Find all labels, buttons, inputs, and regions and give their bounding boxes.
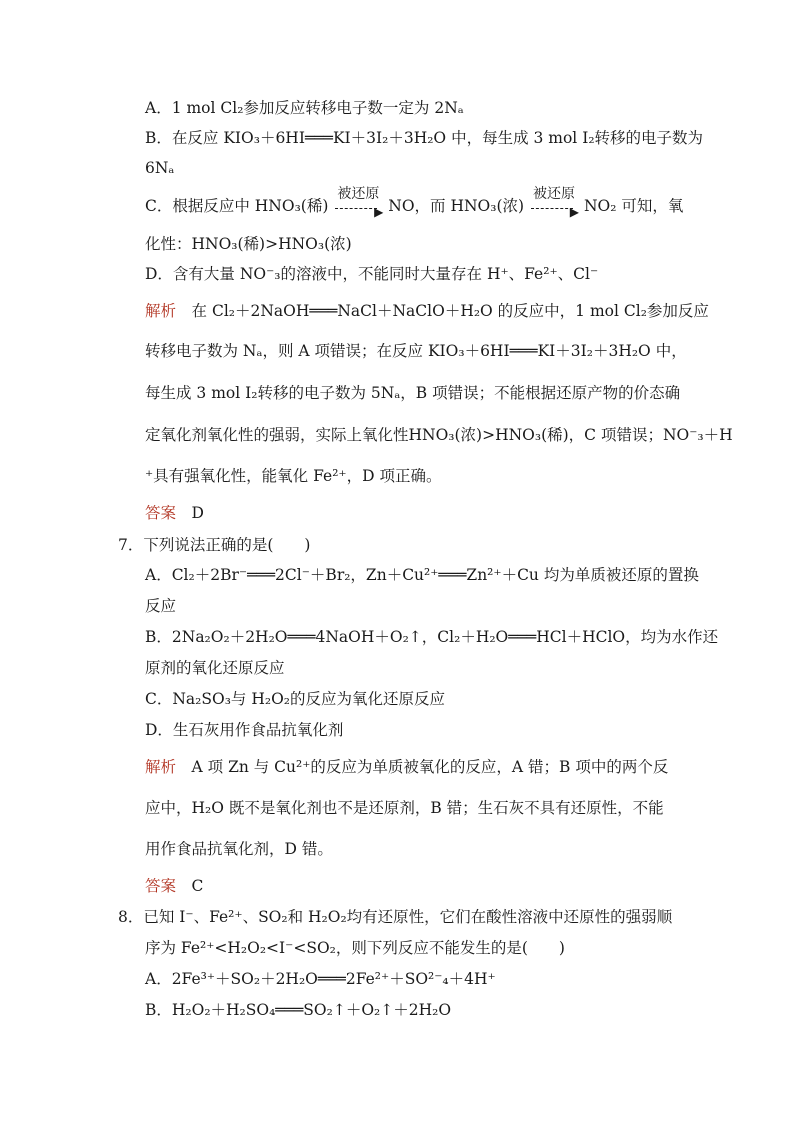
reduction-arrow-icon: 被还原 ▶ bbox=[333, 196, 383, 216]
q7-explanation-line2: 应中，H₂O 既不是氧化剂也不是还原剂，B 错；生石灰不具有还原性，不能 bbox=[145, 799, 664, 817]
q6-option-c-suffix: NO₂ 可知，氧 bbox=[583, 197, 684, 215]
q6-option-a: A．1 mol Cl₂参加反应转移电子数一定为 2Nₐ bbox=[145, 99, 464, 117]
q7-option-d: D．生石灰用作食品抗氧化剂 bbox=[145, 721, 344, 739]
q6-explanation-line5: ⁺具有强氧化性，能氧化 Fe²⁺，D 项正确。 bbox=[145, 467, 442, 485]
q6-explanation-line2: 转移电子数为 Nₐ，则 A 项错误；在反应 KIO₃＋6HI═══KI＋3I₂＋3H₂O 中， bbox=[145, 342, 687, 360]
arrow-label: 被还原 bbox=[337, 186, 380, 202]
q7-explanation-line1 bbox=[145, 757, 668, 777]
q8-stem-line2: 序为 Fe²⁺<H₂O₂<I⁻<SO₂，则下列反应不能发生的是( ) bbox=[145, 939, 565, 957]
q7-option-a-line1: A．Cl₂＋2Br⁻═══2Cl⁻＋Br₂，Zn＋Cu²⁺═══Zn²⁺＋Cu 均为单质被还原的置换 bbox=[145, 566, 699, 584]
q7-option-a-line2: 反应 bbox=[145, 597, 177, 615]
q6-option-c-line2: 化性：HNO₃(稀)>HNO₃(浓) bbox=[145, 235, 352, 253]
q6-option-d: D．含有大量 NO⁻₃的溶液中，不能同时大量存在 H⁺、Fe²⁺、Cl⁻ bbox=[145, 265, 599, 283]
q6-explanation-line1 bbox=[145, 301, 709, 321]
q7-option-c: C．Na₂SO₃与 H₂O₂的反应为氧化还原反应 bbox=[145, 690, 445, 708]
q7-explanation-line3: 用作食品抗氧化剂，D 错。 bbox=[145, 840, 333, 858]
q8-option-b: B．H₂O₂＋H₂SO₄═══SO₂↑＋O₂↑＋2H₂O bbox=[145, 1001, 452, 1019]
q8-option-a: A．2Fe³⁺＋SO₂＋2H₂O═══2Fe²⁺＋SO²⁻₄＋4H⁺ bbox=[145, 970, 496, 988]
q7-option-b-line2: 原剂的氧化还原反应 bbox=[145, 659, 285, 677]
q7-explanation-text: A 项 Zn 与 Cu²⁺的反应为单质被氧化的反应，A 错；B 项中的两个反 bbox=[191, 758, 669, 776]
q6-option-b-line1: B．在反应 KIO₃＋6HI═══KI＋3I₂＋3H₂O 中，每生成 3 mol I₂转移的电子数为 bbox=[145, 129, 704, 147]
q6-option-c-line1 bbox=[145, 186, 684, 219]
answer-label: 答案 bbox=[145, 877, 177, 895]
q7-option-b-line1: B．2Na₂O₂＋2H₂O═══4NaOH＋O₂↑，Cl₂＋H₂O═══HCl＋HClO，均为水作还 bbox=[145, 628, 719, 646]
q6-option-c-prefix: C．根据反应中 HNO₃(稀) bbox=[145, 197, 329, 215]
q6-explanation-line3: 每生成 3 mol I₂转移的电子数为 5Nₐ，B 项错误；不能根据还原产物的价态确 bbox=[145, 384, 681, 402]
q6-answer bbox=[145, 503, 204, 523]
q7-answer bbox=[145, 876, 203, 896]
q7-answer-value: C bbox=[191, 877, 204, 895]
answer-label: 答案 bbox=[145, 504, 177, 522]
reduction-arrow-icon: 被还原 ▶ bbox=[529, 196, 579, 216]
q6-option-c-middle: NO，而 HNO₃(浓) bbox=[388, 197, 525, 215]
q8-stem-line1: 8．已知 I⁻、Fe²⁺、SO₂和 H₂O₂均有还原性，它们在酸性溶液中还原性的强弱顺 bbox=[118, 908, 673, 926]
q6-option-b-line2: 6Nₐ bbox=[145, 159, 175, 177]
explanation-label: 解析 bbox=[145, 302, 177, 320]
q6-explanation-line4: 定氧化剂氧化性的强弱，实际上氧化性HNO₃(浓)>HNO₃(稀)，C 项错误；NO⁻₃＋H bbox=[145, 426, 733, 444]
arrow-label: 被还原 bbox=[533, 186, 575, 202]
q6-explanation-text: 在 Cl₂＋2NaOH═══NaCl＋NaClO＋H₂O 的反应中，1 mol Cl₂参加反应 bbox=[191, 302, 709, 320]
q7-stem: 7．下列说法正确的是( ) bbox=[118, 536, 311, 554]
explanation-label: 解析 bbox=[145, 758, 177, 776]
q6-answer-value: D bbox=[191, 504, 204, 522]
